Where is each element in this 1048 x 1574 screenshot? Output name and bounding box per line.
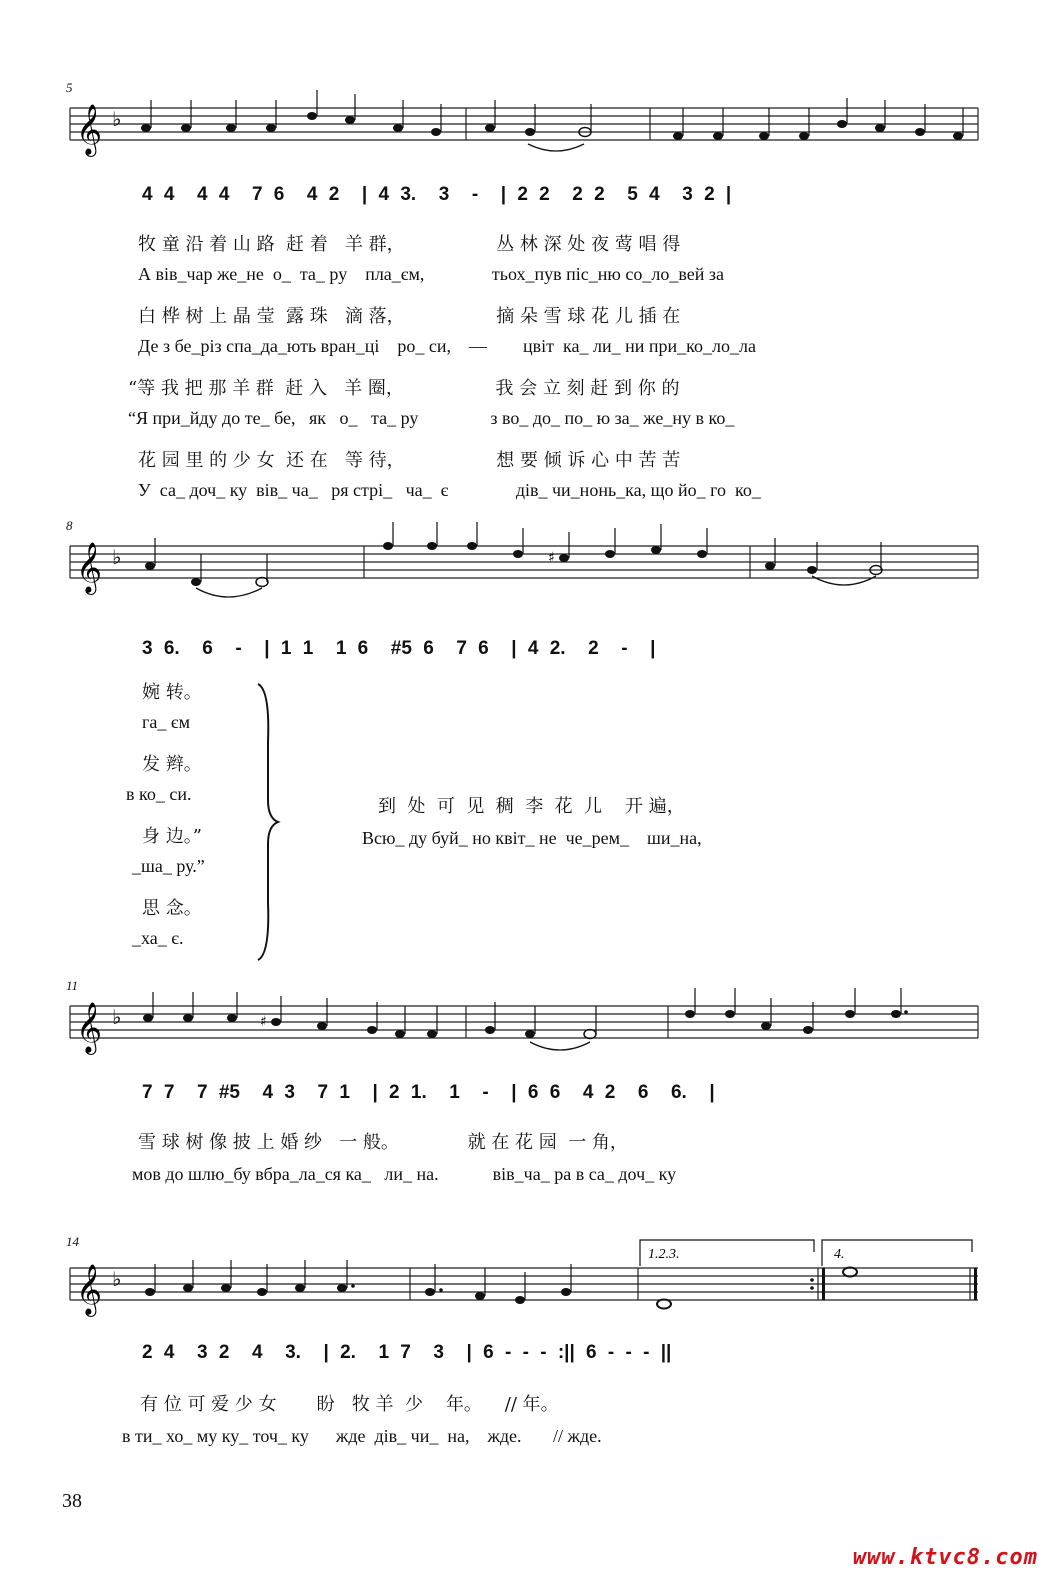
system-1 [0,80,1048,500]
stanza-endings [126,678,205,962]
system-2 [0,518,1048,968]
lyric-fragment: _ша_ ру.” [132,856,205,876]
svg-text:♯: ♯ [548,550,555,566]
watermark: www.ktvc8.com [852,1545,1038,1570]
svg-text:♭: ♭ [112,1005,122,1029]
volta-2: 4. [834,1247,845,1262]
lyric-line: У са_ доч_ ку вів_ ча_ ря стрі_ ча_ є дів_ чи_нонь_ка, що йо_ го ко_ [138,480,761,500]
lyric-fragment: 身 边。” [142,826,202,847]
measure-number: 11 [66,978,79,993]
jianpu-line: 3 6. 6 - | 1 1 1 6 #5 6 7 6 | 4 2. 2 - | [142,638,656,659]
staff-4 [0,1230,1048,1320]
volta-1: 1.2.3. [648,1247,680,1262]
lyric-fragment: в ко_ си. [126,784,192,804]
staff-3 [0,978,1048,1058]
lyric-line: “等 我 把 那 羊 群 赶 入 羊 圈， 我 会 立 刻 赶 到 你 的 [128,378,680,399]
lyric-line: в ти_ хо_ му ку_ точ_ ку жде дів_ чи_ на, жде. // жде. [122,1426,602,1446]
lyric-fragment: 婉 转。 [142,682,202,703]
staff-2 [0,518,1048,608]
lyric-line: мов до шлю_бу вбра_ла_ся ка_ ли_ на. вів_ча_ ра в са_ доч_ ку [132,1164,677,1184]
svg-text:♭: ♭ [112,1267,122,1291]
lyric-line: 白 桦 树 上 晶 莹 露 珠 滴 落， 摘 朵 雪 球 花 儿 插 在 [138,306,681,327]
jianpu-line: 2 4 3 2 4 3. | 2. 1 7 3 | 6 - - - :|| 6 - - - || [142,1342,672,1363]
lyric-line: 牧 童 沿 着 山 路 赶 着 羊 群， 丛 林 深 处 夜 莺 唱 得 [138,234,681,255]
jianpu-line: 7 7 7 #5 4 3 7 1 | 2 1. 1 - | 6 6 4 2 6 6. | [142,1082,715,1103]
brace [252,682,282,962]
measure-number: 5 [66,80,73,95]
svg-text:♭: ♭ [112,545,122,569]
lyric-line: 雪 球 树 像 披 上 婚 纱 一 般。 就 在 花 园 一 角， [138,1132,628,1153]
svg-text:𝄞: 𝄞 [76,104,103,155]
system-3 [0,978,1048,1198]
lyric-line: “Я при_йду до те_ бе, як о_ та_ ру з во_ до_ по_ ю за_ же_ну в ко_ [128,408,735,428]
svg-text:𝄞: 𝄞 [76,542,103,593]
lyric-fragment: 思 念。 [142,898,202,919]
system-4 [0,1230,1048,1460]
lyric-line: Де з бе_різ спа_да_ють вран_ці ро_ си, — цвіт ка_ ли_ ни при_ко_ло_ла [138,336,756,356]
svg-text:𝄞: 𝄞 [76,1264,103,1315]
lyric-fragment: _ха_ є. [132,928,184,948]
lyric-refrain: 到 处 可 见 稠 李 花 儿 开 遍， [378,796,685,817]
measure-number: 8 [66,518,73,533]
staff-1 [0,80,1048,160]
lyric-fragment: 发 辫。 [142,754,202,775]
lyric-line: А вів_чар же_не о_ та_ ру пла_єм, тьох_пув піс_ню со_ло_вей за [138,264,724,284]
jianpu-line: 4 4 4 4 7 6 4 2 | 4 3. 3 - | 2 2 2 2 5 4 3 2 | [142,184,732,205]
lyric-line: 花 园 里 的 少 女 还 在 等 待， 想 要 倾 诉 心 中 苦 苦 [138,450,681,471]
svg-text:♭: ♭ [112,107,122,131]
measure-number: 14 [66,1234,79,1249]
lyric-fragment: га_ єм [142,712,190,732]
svg-text:𝄞: 𝄞 [76,1002,103,1053]
lyric-line: 有 位 可 爱 少 女 盼 牧 羊 少 年。 // 年。 [140,1394,559,1415]
page-number: 38 [62,1490,82,1512]
svg-text:♯: ♯ [260,1014,267,1030]
lyric-refrain: Всю_ ду буй_ но квіт_ не че_рем_ ши_на, [362,828,702,848]
